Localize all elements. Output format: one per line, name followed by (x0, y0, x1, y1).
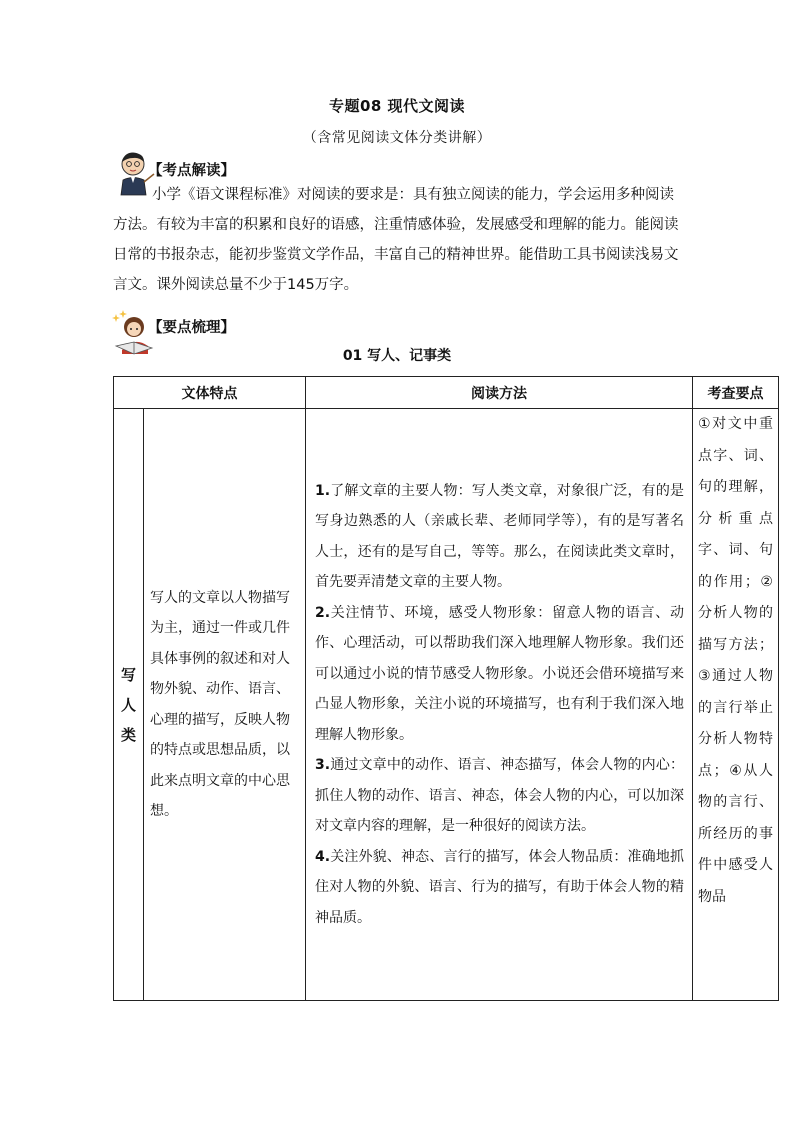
header-focus: 考查要点 (693, 377, 779, 409)
method-text: 关注外貌、神态、言行的描写，体会人物品质：准确地抓住对人物的外貌、语言、行为的描写，有助于体会人物的精神品质。 (315, 848, 684, 926)
table-title: 01 写人、记事类 (342, 348, 452, 364)
kaodian-paragraph (113, 180, 685, 300)
method-item (315, 750, 684, 842)
method-cell (306, 409, 693, 1001)
method-item (315, 842, 684, 934)
method-text: 关注情节、环境，感受人物形象：留意人物的语言、动作、心理活动，可以帮助我们深入地理解人物形象。我们还可以通过小说的情节感受人物形象。小说还会借环境描写来凸显人物形象，关注小说的环境描写，也有利于我们深入地理解人物形象。 (315, 604, 684, 743)
focus-cell: ①对文中重点字、词、句的理解，分析重点字、词、句的作用；②分析人物的描写方法；③通过人物的言行举止分析人物特点；④从人物的言行、所经历的事件中感受人物品 (693, 409, 779, 1001)
yaodian-heading: 【要点梳理】 (148, 320, 235, 336)
method-number: 3. (315, 757, 331, 774)
method-item (315, 598, 684, 751)
header-features: 文体特点 (114, 377, 306, 409)
category-char: 人 (120, 695, 136, 714)
features-cell: 写人的文章以人物描写为主，通过一件或几件具体事例的叙述和对人物外貌、动作、语言、心理的描写，反映人物的特点或思想品质，以此来点明文章的中心思想。 (144, 409, 306, 1001)
category-cell (114, 409, 144, 1001)
category-char: 写 (120, 665, 136, 684)
table-row (114, 409, 779, 1001)
table-header-row (114, 377, 779, 409)
category-char: 类 (120, 725, 136, 744)
method-item (315, 476, 684, 598)
header-method: 阅读方法 (306, 377, 693, 409)
page-subtitle: （含常见阅读文体分类讲解） (302, 130, 492, 146)
kaodian-paragraph-text: 小学《语文课程标准》对阅读的要求是：具有独立阅读的能力，学会运用多种阅读方法。有较为丰富的积累和良好的语感，注重情感体验，发展感受和理解的能力。能阅读日常的书报杂志，能初步鉴赏文学作品，丰富自己的精神世界。能借助工具书阅读浅易文言文。课外阅读总量不少于145万字。 (113, 187, 679, 293)
kaodian-heading: 【考点解读】 (148, 163, 235, 179)
method-number: 2. (315, 604, 331, 621)
method-text: 了解文章的主要人物：写人类文章，对象很广泛，有的是写身边熟悉的人（亲戚长辈、老师同学等），有的是写著名人士，还有的是写自己，等等。那么，在阅读此类文章时，首先要弄清楚文章的主要人物。 (315, 482, 684, 591)
method-number: 1. (315, 482, 331, 499)
reading-method-table (113, 376, 779, 1001)
method-text: 通过文章中的动作、语言、神态描写，体会人物的内心：抓住人物的动作、语言、神态，体会人物的内心，可以加深对文章内容的理解，是一种很好的阅读方法。 (315, 757, 684, 835)
page-title: 专题08 现代文阅读 (328, 97, 466, 115)
method-number: 4. (315, 848, 331, 865)
